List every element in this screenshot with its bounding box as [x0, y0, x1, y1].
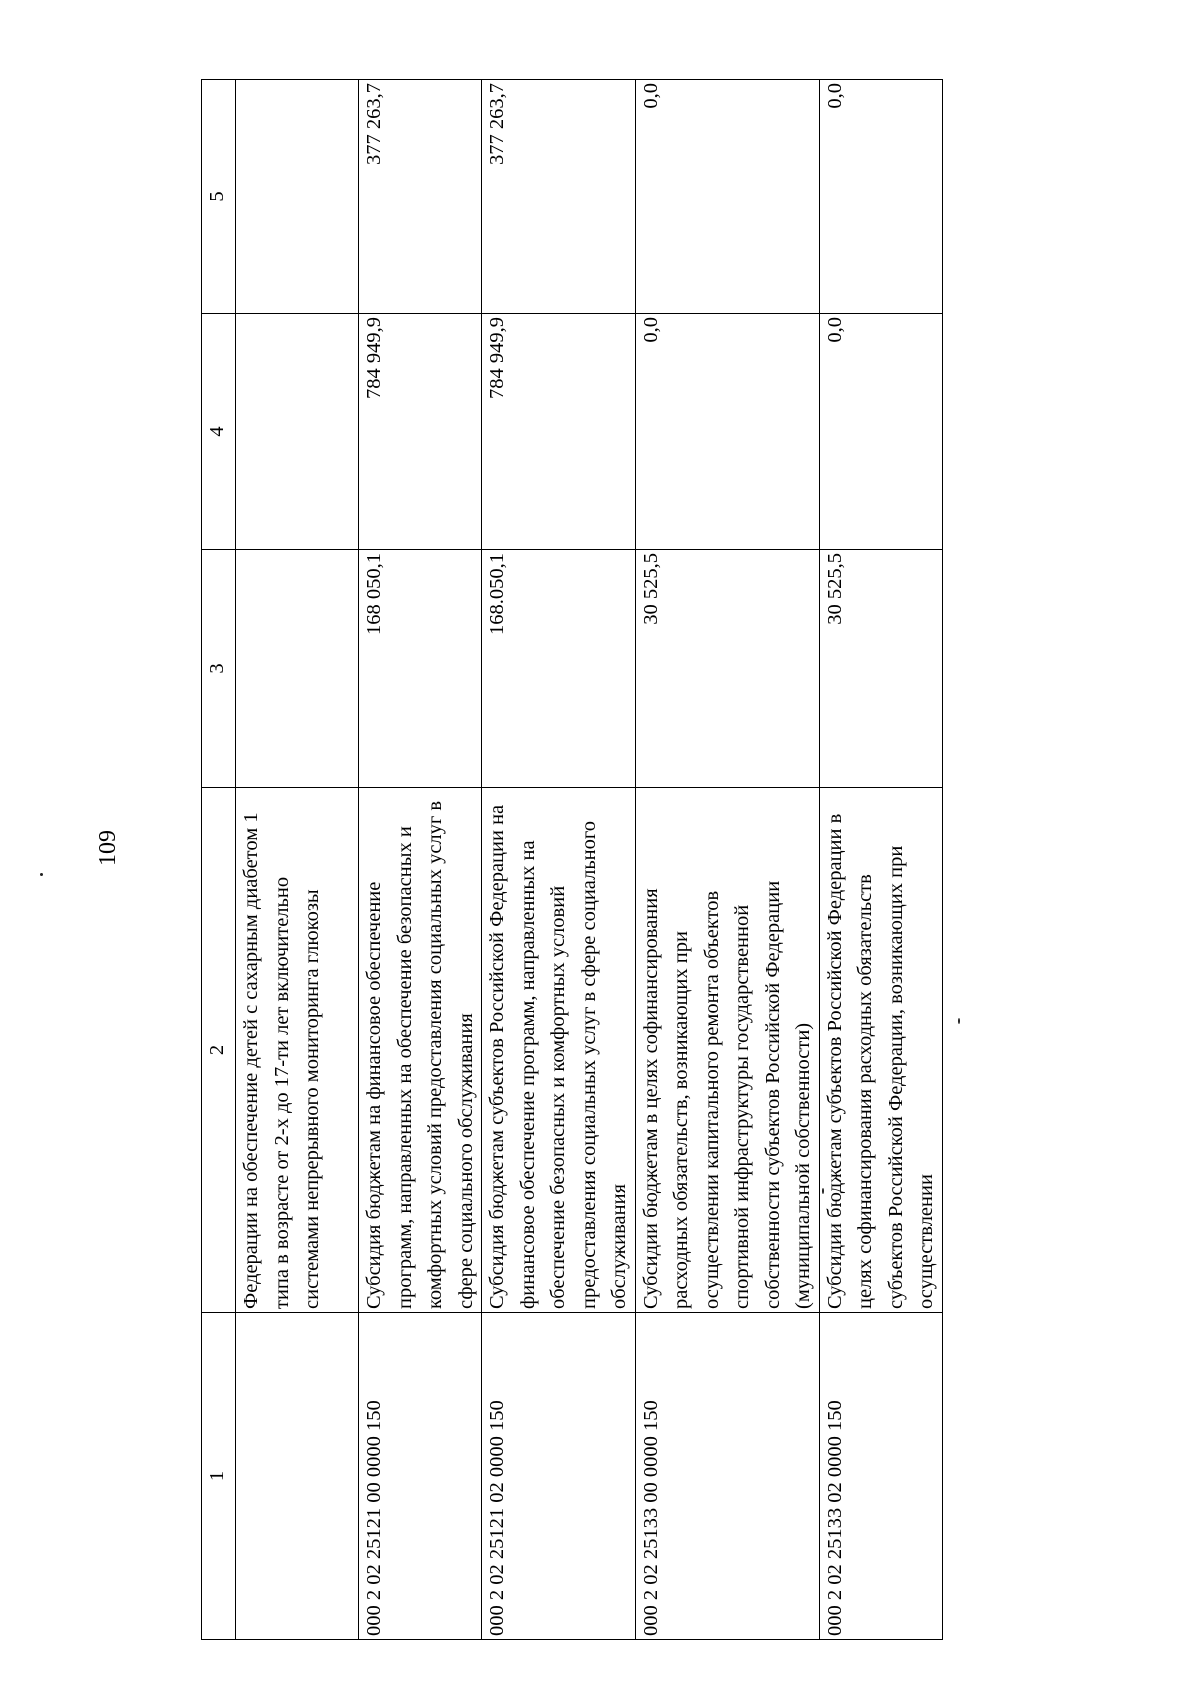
description-cell: Субсидия бюджетам на финансовое обеспечение программ, направленных на обеспечение безопасных и комфортных условий предоставления социальных услуг в сфере социального обслуживания: [359, 788, 482, 1313]
header-col-5: 5: [202, 80, 236, 314]
scan-speck: [40, 873, 43, 876]
col3-cell: 30 525,5: [635, 550, 819, 788]
code-cell: 000 2 02 25121 02 0000 150: [482, 1313, 636, 1640]
header-row: [202, 80, 236, 1640]
col5-cell: 377 263,7: [482, 80, 636, 314]
table-row: [359, 80, 482, 1640]
header-col-4: 4: [202, 314, 236, 550]
page-number: 109: [95, 830, 121, 866]
table-row: [482, 80, 636, 1640]
col5-cell: 377 263,7: [359, 80, 482, 314]
table-row-continuation: [236, 80, 359, 1640]
description-cell: Федерации на обеспечение детей с сахарным диабетом 1 типа в возрасте от 2-х до 17-ти лет включительно системами непрерывного мониторинга глюкозы: [236, 788, 359, 1313]
col4-cell: 784 949,9: [359, 314, 482, 550]
header-col-3: 3: [202, 550, 236, 788]
code-cell: 000 2 02 25121 00 0000 150: [359, 1313, 482, 1640]
header-col-1: 1: [202, 1313, 236, 1640]
rotated-table-wrapper: [201, 80, 1069, 1640]
header-col-2: 2: [202, 788, 236, 1313]
col4-cell: 0,0: [635, 314, 819, 550]
col4-cell: 784 949,9: [482, 314, 636, 550]
code-cell: [236, 1313, 359, 1640]
col3-cell: 168.050,1: [482, 550, 636, 788]
table-row: [819, 80, 942, 1640]
code-cell: 000 2 02 25133 02 0000 150: [819, 1313, 942, 1640]
description-cell: Субсидия бюджетам субъектов Российской Федерации на финансовое обеспечение программ, направленных на обеспечение безопасных и комфортных условий предоставления социальных услуг в сфере социального обслуживания: [482, 788, 636, 1313]
col3-cell: [236, 550, 359, 788]
col5-cell: [236, 80, 359, 314]
table-row: [635, 80, 819, 1640]
col5-cell: 0,0: [635, 80, 819, 314]
col3-cell: 30 525,5: [819, 550, 942, 788]
description-cell: Субсидии бюджетам субъектов Российской Федерации в целях софинансирования расходных обязательств субъектов Российской Федерации, возникающих при осуществлении: [819, 788, 942, 1313]
col3-cell: 168 050,1: [359, 550, 482, 788]
budget-table: [201, 79, 943, 1640]
description-cell: Субсидии бюджетам в целях софинансирования расходных обязательств, возникающих при осуществлении капитального ремонта объектов спортивной инфраструктуры государственной собственности субъектов Российской Федерации (муниципальной собственности): [635, 788, 819, 1313]
code-cell: 000 2 02 25133 00 0000 150: [635, 1313, 819, 1640]
col4-cell: [236, 314, 359, 550]
col5-cell: 0,0: [819, 80, 942, 314]
col4-cell: 0,0: [819, 314, 942, 550]
